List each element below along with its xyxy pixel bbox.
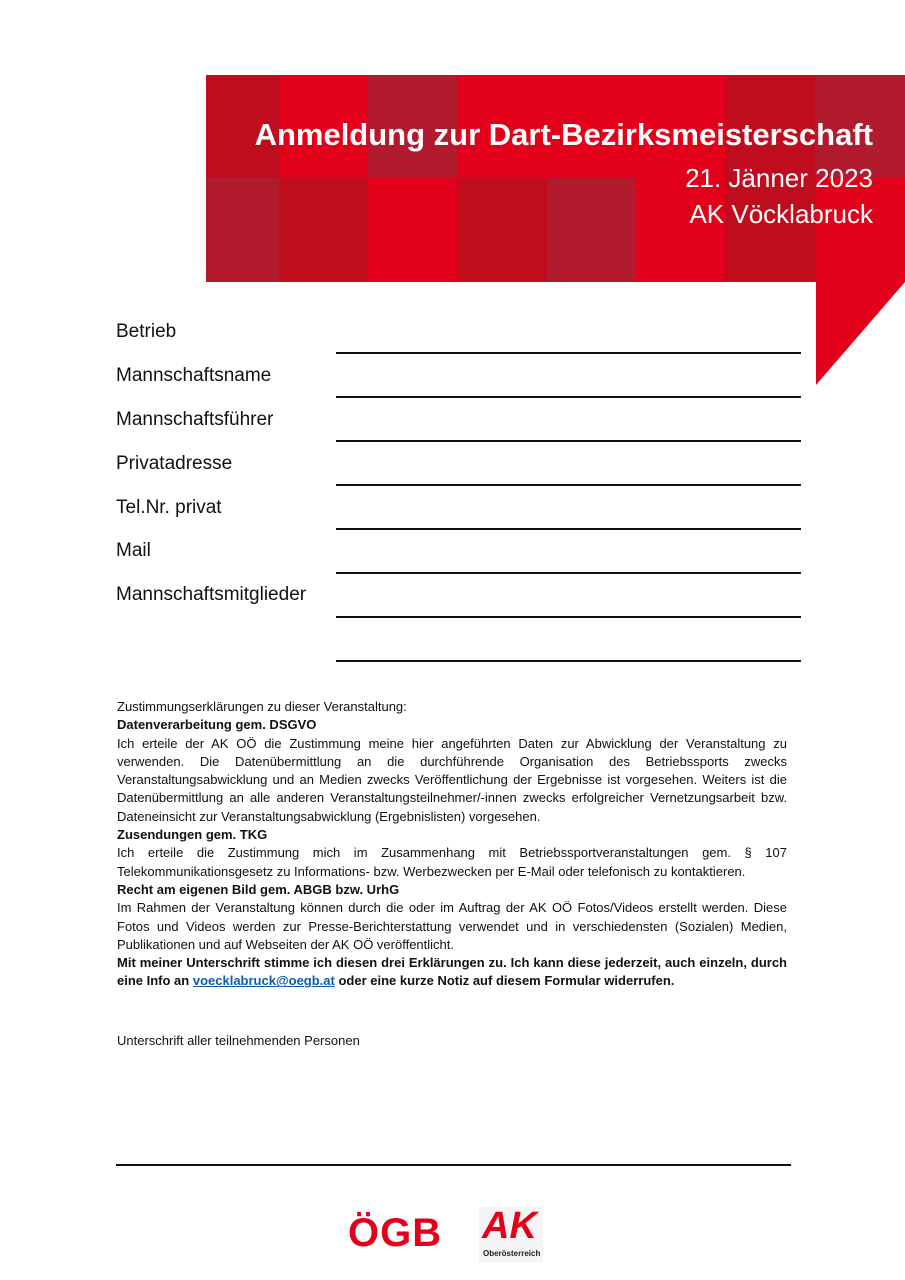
dsgvo-heading: Datenverarbeitung gem. DSGVO: [117, 717, 317, 733]
header-banner: [206, 75, 905, 282]
closing-part1: Mit meiner Unterschrift stimme ich diesen drei Erklärungen zu. Ich kann diese jederzeit, auch einzeln, durch eine Info an: [117, 955, 787, 989]
signature-line[interactable]: [116, 1164, 791, 1166]
tkg-heading: Zusendungen gem. TKG: [117, 827, 268, 843]
closing-part2: oder eine kurze Notiz auf diesem Formular widerrufen.: [334, 973, 675, 989]
event-date: 21. Jänner 2023: [685, 163, 873, 193]
email-link[interactable]: voecklabruck@oegb.at: [192, 973, 335, 989]
bild-text: Im Rahmen der Veranstaltung können durch die oder im Auftrag der AK OÖ Fotos/Videos erstellt werden. Diese Fotos und Videos werden zur Presse-Berichterstattung verwendet und in verschiedensten (Sozialen) Medien, Publikationen und auf Webseiten der AK OÖ veröffentlicht.: [117, 900, 787, 952]
banner-tile: [279, 178, 368, 282]
ogb-logo-icon: ÖGB: [348, 1211, 443, 1255]
label-telnr: Tel.Nr. privat: [116, 497, 222, 518]
label-betrieb: Betrieb: [116, 321, 177, 342]
label-mannschaftsname: Mannschaftsname: [116, 365, 272, 386]
banner-tile: [368, 178, 457, 282]
input-line-mannschaftsfuehrer[interactable]: [336, 440, 801, 442]
input-line-telnr[interactable]: [336, 528, 801, 530]
consent-intro: Zustimmungserklärungen zu dieser Veranstaltung:: [117, 699, 407, 714]
input-line-betrieb[interactable]: [336, 352, 801, 354]
label-privatadresse: Privatadresse: [116, 453, 233, 474]
banner-flag: [816, 282, 905, 385]
ak-logo-subtext: Oberösterreich: [483, 1249, 541, 1258]
input-line-privatadresse[interactable]: [336, 484, 801, 486]
banner-tile: [457, 178, 547, 282]
bild-heading: Recht am eigenen Bild gem. ABGB bzw. UrhG: [117, 881, 400, 897]
page-title: Anmeldung zur Dart-Bezirksmeisterschaft: [254, 117, 873, 152]
dsgvo-text: Ich erteile der AK OÖ die Zustimmung meine hier angeführten Daten zur Abwicklung der Veranstaltung zu verwenden. Die Datenübermittlung an die durchführende Organisation des Betriebssports zwecks Veranstaltungsabwicklung und an Medien zwecks Veröffentlichung der Ergebnisse ist vorgesehen. Weiters ist die Datenübermittlung an alle anderen Veranstaltungsteilnehmer/-innen zwecks erfolgreicher Vernetzungsarbeit bzw. Dateneinsicht zur Veranstaltungsabwicklung (Ergebnislisten) vorgesehen.: [117, 735, 787, 824]
input-line-mannschaftsmitglieder[interactable]: [336, 616, 801, 618]
banner-tile: [547, 178, 636, 282]
input-line-mannschaftsmitglieder-2[interactable]: [336, 660, 801, 662]
input-line-mannschaftsname[interactable]: [336, 396, 801, 398]
label-mail: Mail: [116, 540, 151, 561]
ak-logo-icon: AK: [482, 1205, 537, 1247]
consent-closing: [117, 954, 787, 991]
signature-label: Unterschrift aller teilnehmenden Personen: [117, 1033, 360, 1048]
event-location: AK Vöcklabruck: [689, 199, 873, 229]
consent-section: [117, 698, 787, 991]
tkg-text: Ich erteile die Zustimmung mich im Zusammenhang mit Betriebssportveranstaltungen gem. § 107 Telekommunikationsgesetz zu Informations- bzw. Werbezwecken per E-Mail oder telefonisch zu kontaktieren.: [117, 845, 787, 879]
label-mannschaftsmitglieder: Mannschaftsmitglieder: [116, 584, 307, 605]
banner-tile: [206, 178, 279, 282]
input-line-mail[interactable]: [336, 572, 801, 574]
label-mannschaftsfuehrer: Mannschaftsführer: [116, 409, 274, 430]
